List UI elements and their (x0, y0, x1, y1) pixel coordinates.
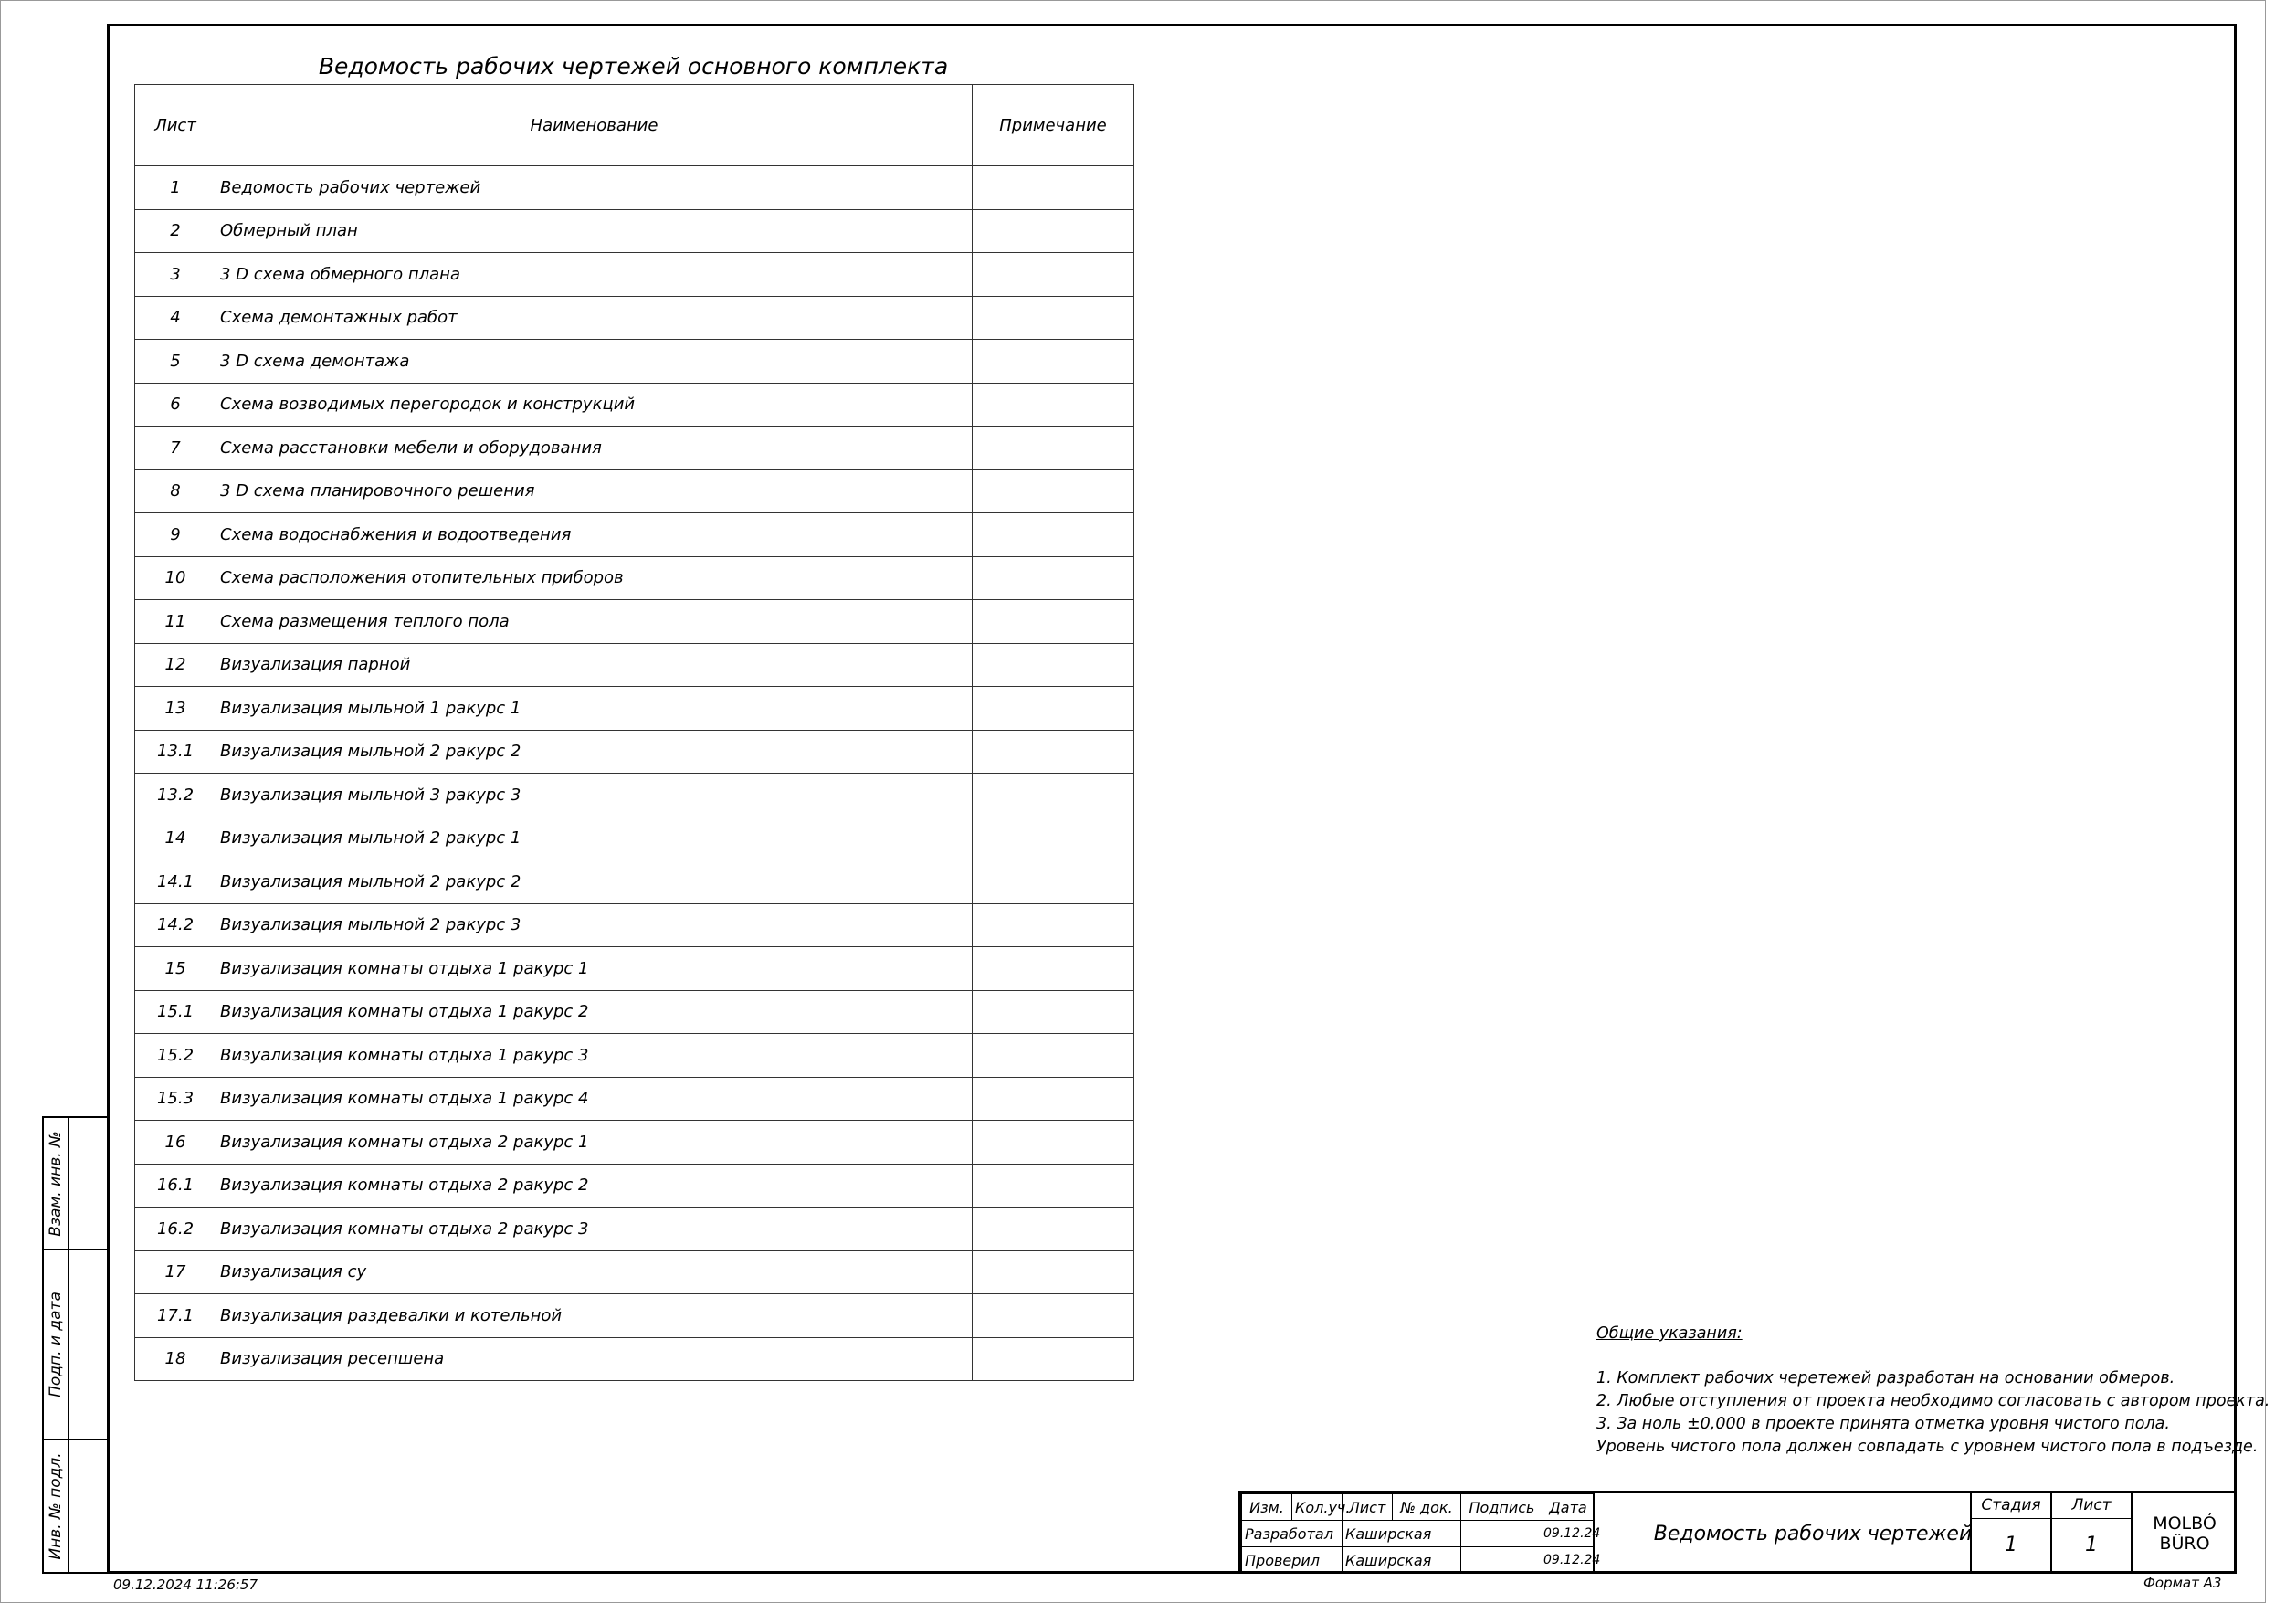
cell-name: 3 D схема обмерного плана (216, 253, 973, 297)
title-block-title: Ведомость рабочих чертежей (1653, 1522, 1973, 1545)
cell-note (973, 340, 1134, 384)
cell-note (973, 643, 1134, 687)
tb-stage-label: Стадия (1970, 1493, 2050, 1519)
cell-note (973, 427, 1134, 470)
paper-format: Формат А3 (2143, 1575, 2222, 1591)
cell-note (973, 296, 1134, 340)
cell-name: Схема расположения отопительных приборов (216, 556, 973, 600)
side-stamp-sign-date (42, 1249, 107, 1440)
cell-sheet: 14 (135, 817, 216, 860)
table-row (135, 253, 1134, 297)
cell-name: Визуализация парной (216, 643, 973, 687)
table-row (135, 296, 1134, 340)
cell-name: Визуализация комнаты отдыха 1 ракурс 3 (216, 1034, 973, 1078)
table-row (135, 1034, 1134, 1078)
cell-name: Визуализация мыльной 2 ракурс 1 (216, 817, 973, 860)
cell-note (973, 600, 1134, 644)
cell-sheet: 5 (135, 340, 216, 384)
cell-note (973, 253, 1134, 297)
cell-note (973, 903, 1134, 947)
cell-note (973, 469, 1134, 513)
col-header-sheet: Лист (135, 85, 216, 166)
tb-dev-role: Разработал (1242, 1521, 1343, 1547)
table-row (135, 947, 1134, 991)
tb-stage-value: 1 (1970, 1519, 2050, 1574)
cell-name: Схема расстановки мебели и оборудования (216, 427, 973, 470)
cell-sheet: 13.1 (135, 730, 216, 774)
table-row (135, 1121, 1134, 1165)
cell-sheet: 16 (135, 1121, 216, 1165)
title-block-signatures (1241, 1493, 1601, 1574)
cell-name: Визуализация мыльной 2 ракурс 2 (216, 730, 973, 774)
page-title: Ведомость рабочих чертежей основного комплекта (318, 53, 949, 79)
cell-name: Схема водоснабжения и водоотведения (216, 513, 973, 557)
cell-sheet: 1 (135, 166, 216, 210)
tb-chk-name: Каширская (1343, 1547, 1461, 1574)
table-row (135, 340, 1134, 384)
cell-sheet: 17 (135, 1250, 216, 1294)
tb-h-kol: Кол.уч. (1292, 1494, 1343, 1521)
table-row (135, 774, 1134, 817)
cell-note (973, 1034, 1134, 1078)
cell-note (973, 860, 1134, 904)
cell-note (973, 166, 1134, 210)
cell-note (973, 1294, 1134, 1338)
note-line: 2. Любые отступления от проекта необходимо согласовать с автором проекта. (1596, 1392, 2270, 1410)
cell-sheet: 14.1 (135, 860, 216, 904)
cell-note (973, 556, 1134, 600)
table-row (135, 860, 1134, 904)
side-stamp-replaced-inv-label: Взам. инв. № (47, 1130, 65, 1237)
col-header-name: Наименование (216, 85, 973, 166)
table-row (135, 903, 1134, 947)
cell-name: Визуализация мыльной 3 ракурс 3 (216, 774, 973, 817)
cell-name: Схема демонтажных работ (216, 296, 973, 340)
cell-name: Визуализация комнаты отдыха 1 ракурс 4 (216, 1077, 973, 1121)
title-block (1238, 1491, 2237, 1574)
cell-sheet: 3 (135, 253, 216, 297)
company-logo-text: MOLBÓ BÜRO (2131, 1493, 2237, 1574)
tb-h-ndoc: № док. (1393, 1494, 1461, 1521)
drawings-table (134, 84, 1134, 1381)
tb-chk-role: Проверил (1242, 1547, 1343, 1574)
tb-h-list: Лист (1343, 1494, 1393, 1521)
cell-sheet: 9 (135, 513, 216, 557)
cell-name: Схема размещения теплого пола (216, 600, 973, 644)
cell-note (973, 1121, 1134, 1165)
cell-note (973, 1077, 1134, 1121)
cell-sheet: 12 (135, 643, 216, 687)
cell-sheet: 17.1 (135, 1294, 216, 1338)
cell-note (973, 209, 1134, 253)
table-row (135, 643, 1134, 687)
cell-name: Визуализация комнаты отдыха 1 ракурс 2 (216, 990, 973, 1034)
table-row (135, 1208, 1134, 1251)
tb-sheet-value: 1 (2050, 1519, 2131, 1574)
table-row (135, 1294, 1134, 1338)
cell-note (973, 947, 1134, 991)
cell-name: Визуализация су (216, 1250, 973, 1294)
table-row (135, 427, 1134, 470)
table-row (135, 209, 1134, 253)
cell-note (973, 817, 1134, 860)
tb-dev-name: Каширская (1343, 1521, 1461, 1547)
cell-sheet: 16.2 (135, 1208, 216, 1251)
cell-note (973, 1208, 1134, 1251)
cell-note (973, 774, 1134, 817)
table-row (135, 469, 1134, 513)
cell-sheet: 13.2 (135, 774, 216, 817)
cell-sheet: 15.2 (135, 1034, 216, 1078)
cell-sheet: 4 (135, 296, 216, 340)
side-stamp-inv-orig (42, 1439, 107, 1574)
note-line: Уровень чистого пола должен совпадать с уровнем чистого пола в подъезде. (1596, 1438, 2259, 1456)
cell-note (973, 383, 1134, 427)
cell-note (973, 513, 1134, 557)
tb-chk-sign (1461, 1547, 1543, 1574)
table-row (135, 1250, 1134, 1294)
table-row (135, 600, 1134, 644)
cell-sheet: 14.2 (135, 903, 216, 947)
side-stamp-inv-orig-label: Инв. № подл. (47, 1452, 65, 1560)
cell-note (973, 1164, 1134, 1208)
cell-name: Визуализация ресепшена (216, 1337, 973, 1381)
table-row (135, 383, 1134, 427)
cell-name: Визуализация мыльной 2 ракурс 2 (216, 860, 973, 904)
note-line: 1. Комплект рабочих черетежей разработан на основании обмеров. (1596, 1369, 2175, 1387)
cell-sheet: 2 (135, 209, 216, 253)
cell-note (973, 1337, 1134, 1381)
tb-chk-date: 09.12.24 (1543, 1547, 1594, 1574)
cell-name: Визуализация комнаты отдыха 2 ракурс 2 (216, 1164, 973, 1208)
table-row (135, 1164, 1134, 1208)
cell-sheet: 15.3 (135, 1077, 216, 1121)
cell-sheet: 10 (135, 556, 216, 600)
cell-name: Обмерный план (216, 209, 973, 253)
cell-sheet: 16.1 (135, 1164, 216, 1208)
tb-dev-date: 09.12.24 (1543, 1521, 1594, 1547)
cell-sheet: 11 (135, 600, 216, 644)
cell-name: 3 D схема планировочного решения (216, 469, 973, 513)
cell-name: Визуализация мыльной 2 ракурс 3 (216, 903, 973, 947)
table-header-row (135, 85, 1134, 166)
cell-name: Визуализация комнаты отдыха 1 ракурс 1 (216, 947, 973, 991)
tb-dev-sign (1461, 1521, 1543, 1547)
tb-h-sign: Подпись (1461, 1494, 1543, 1521)
side-stamp-sign-date-label: Подп. и дата (47, 1292, 65, 1397)
cell-sheet: 13 (135, 687, 216, 731)
cell-name: Визуализация раздевалки и котельной (216, 1294, 973, 1338)
cell-name: Визуализация мыльной 1 ракурс 1 (216, 687, 973, 731)
note-line: 3. За ноль ±0,000 в проекте принята отметка уровня чистого пола. (1596, 1415, 2170, 1433)
cell-sheet: 8 (135, 469, 216, 513)
cell-note (973, 730, 1134, 774)
tb-sheet-label: Лист (2050, 1493, 2131, 1519)
cell-name: Ведомость рабочих чертежей (216, 166, 973, 210)
table-row (135, 1077, 1134, 1121)
cell-note (973, 1250, 1134, 1294)
table-row (135, 1337, 1134, 1381)
table-row (135, 817, 1134, 860)
cell-sheet: 15 (135, 947, 216, 991)
table-row (135, 166, 1134, 210)
print-datetime: 09.12.2024 11:26:57 (113, 1577, 258, 1593)
cell-sheet: 6 (135, 383, 216, 427)
cell-note (973, 687, 1134, 731)
cell-name: Визуализация комнаты отдыха 2 ракурс 1 (216, 1121, 973, 1165)
cell-note (973, 990, 1134, 1034)
notes-heading: Общие указания: (1596, 1324, 1743, 1343)
tb-h-izm: Изм. (1242, 1494, 1292, 1521)
general-notes (1596, 1323, 2270, 1459)
cell-name: Визуализация комнаты отдыха 2 ракурс 3 (216, 1208, 973, 1251)
table-row (135, 513, 1134, 557)
tb-h-date: Дата (1543, 1494, 1594, 1521)
table-row (135, 990, 1134, 1034)
col-header-note: Примечание (973, 85, 1134, 166)
table-row (135, 556, 1134, 600)
cell-name: Схема возводимых перегородок и конструкций (216, 383, 973, 427)
cell-sheet: 18 (135, 1337, 216, 1381)
side-stamp-replaced-inv (42, 1116, 107, 1250)
cell-name: 3 D схема демонтажа (216, 340, 973, 384)
table-row (135, 687, 1134, 731)
cell-sheet: 15.1 (135, 990, 216, 1034)
cell-sheet: 7 (135, 427, 216, 470)
table-row (135, 730, 1134, 774)
